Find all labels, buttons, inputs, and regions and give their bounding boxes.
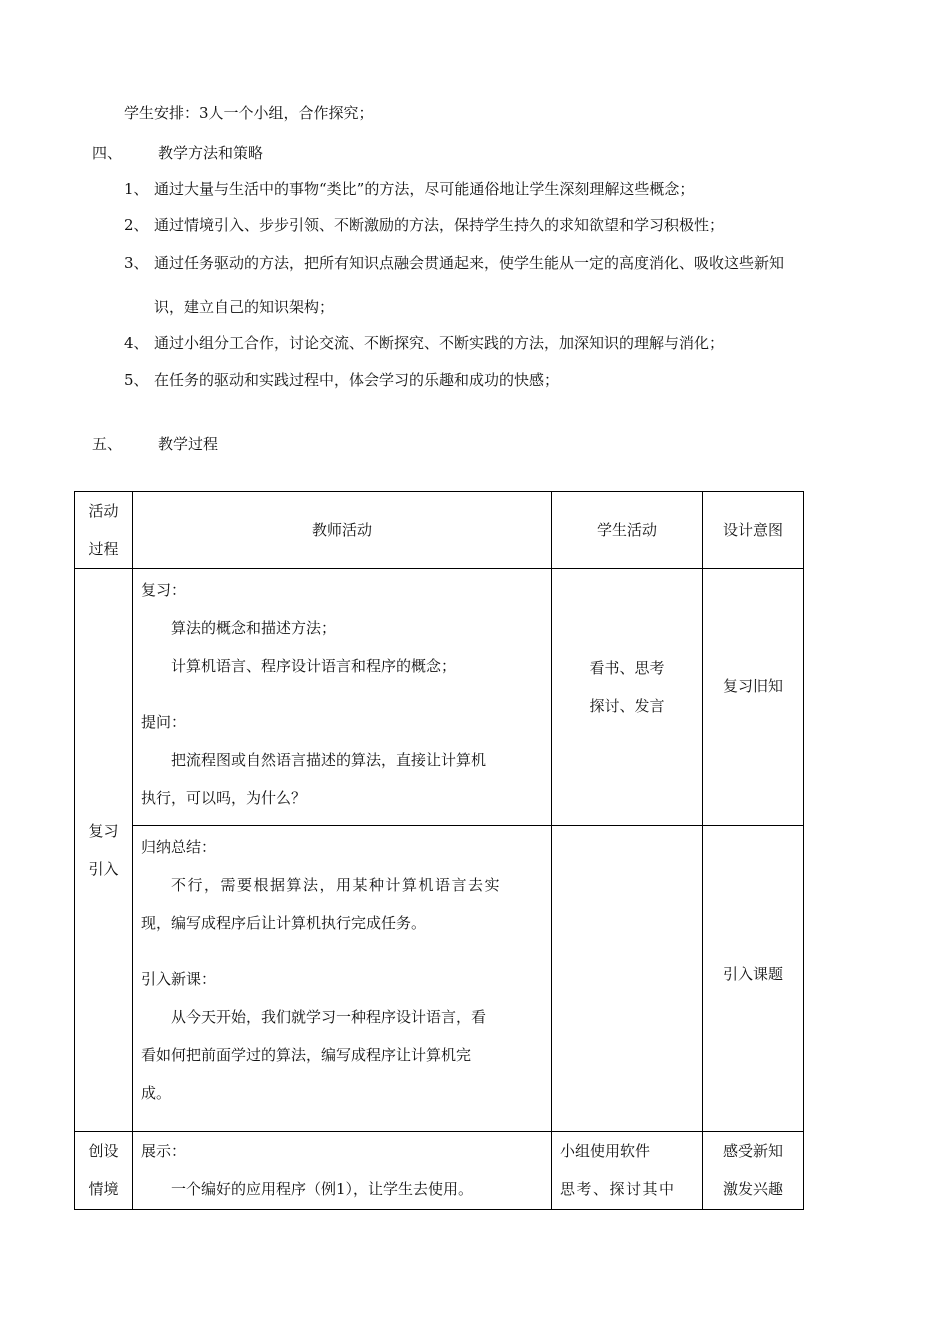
summary-label: 归纳总结： — [141, 838, 217, 856]
section-4-title: 教学方法和策略 — [158, 144, 264, 162]
new-lesson-line-2: 看如何把前面学过的算法，编写成程序让计算机完 — [141, 1046, 472, 1064]
question-label: 提问： — [141, 713, 187, 731]
scene-student-line-1: 小组使用软件 — [560, 1142, 651, 1160]
student-activity-line-2: 探讨、发言 — [589, 697, 665, 715]
method-item-3-text-cont: 识，建立自己的知识架构； — [154, 298, 335, 316]
new-lesson-line-3: 成。 — [141, 1084, 172, 1102]
process-review-intro — [75, 569, 133, 1132]
method-item-2-number: 2、 — [124, 216, 149, 234]
student-activity-review — [552, 569, 703, 826]
method-item-3-text: 通过任务驱动的方法，把所有知识点融会贯通起来，使学生能从一定的高度消化、吸收这些新知 — [154, 254, 785, 272]
intent-summary — [703, 826, 804, 1132]
teacher-activity-scene — [133, 1132, 552, 1210]
header-process — [75, 492, 133, 569]
process-review-line-1: 复习 — [88, 822, 119, 840]
table-row — [75, 826, 804, 1132]
process-review-line-2: 引入 — [88, 860, 119, 878]
method-item-4-text: 通过小组分工合作，讨论交流、不断探究、不断实践的方法，加深知识的理解与消化； — [154, 334, 725, 352]
teacher-activity-summary — [133, 826, 552, 1132]
intent-summary-text: 引入课题 — [722, 964, 783, 983]
intent-review-text: 复习旧知 — [722, 677, 783, 695]
section-5-number: 五、 — [92, 435, 123, 453]
method-item-1-number: 1、 — [124, 180, 149, 198]
teaching-process-table — [74, 491, 804, 1210]
section-4-number: 四、 — [92, 144, 123, 162]
student-arrangement: 学生安排：3人一个小组，合作探究； — [124, 104, 374, 122]
header-student: 学生活动 — [552, 492, 703, 569]
method-item-1-text: 通过大量与生活中的事物“类比”的方法，尽可能通俗地让学生深刻理解这些概念； — [154, 180, 695, 198]
question-line-1: 把流程图或自然语言描述的算法，直接让计算机 — [171, 751, 487, 769]
review-point-1: 算法的概念和描述方法； — [171, 619, 337, 637]
summary-line-1: 不行，需要根据算法，用某种计算机语言去实 — [171, 876, 502, 894]
method-item-4-number: 4、 — [124, 334, 149, 352]
show-label: 展示： — [141, 1142, 187, 1160]
scene-student-line-2: 思考、探讨其中 — [560, 1180, 676, 1198]
review-label: 复习： — [141, 581, 187, 599]
method-item-2-text: 通过情境引入、步步引领、不断激励的方法，保持学生持久的求知欲望和学习积极性； — [154, 216, 725, 234]
review-point-2: 计算机语言、程序设计语言和程序的概念； — [171, 657, 457, 675]
method-item-5-text: 在任务的驱动和实践过程中，体会学习的乐趣和成功的快感； — [154, 371, 560, 389]
process-scene-line-1: 创设 — [88, 1142, 119, 1160]
student-activity-scene — [552, 1132, 703, 1210]
table-header-row — [75, 492, 804, 569]
student-activity-line-1: 看书、思考 — [589, 659, 665, 677]
process-scene-line-2: 情境 — [88, 1180, 119, 1198]
process-scene — [75, 1132, 133, 1210]
header-process-line-1: 活动 — [88, 502, 119, 520]
summary-line-2: 现，编写成程序后让计算机执行完成任务。 — [141, 914, 427, 932]
header-process-line-2: 过程 — [88, 540, 119, 558]
show-line-1: 一个编好的应用程序（例1），让学生去使用。 — [171, 1180, 474, 1198]
new-lesson-line-1: 从今天开始，我们就学习一种程序设计语言，看 — [171, 1008, 487, 1026]
intent-scene-line-2: 激发兴趣 — [722, 1180, 783, 1198]
section-5-title: 教学过程 — [158, 435, 219, 453]
method-item-3-number: 3、 — [124, 254, 149, 272]
teacher-activity-review — [133, 569, 552, 826]
intent-review — [703, 569, 804, 826]
new-lesson-label: 引入新课： — [141, 970, 217, 988]
header-intent: 设计意图 — [703, 492, 804, 569]
intent-scene — [703, 1132, 804, 1210]
question-line-2: 执行，可以吗，为什么？ — [141, 789, 307, 807]
header-teacher: 教师活动 — [133, 492, 552, 569]
method-item-5-number: 5、 — [124, 371, 149, 389]
table-row — [75, 569, 804, 826]
intent-scene-line-1: 感受新知 — [722, 1142, 783, 1160]
table-row — [75, 1132, 804, 1210]
student-activity-summary — [552, 826, 703, 1132]
